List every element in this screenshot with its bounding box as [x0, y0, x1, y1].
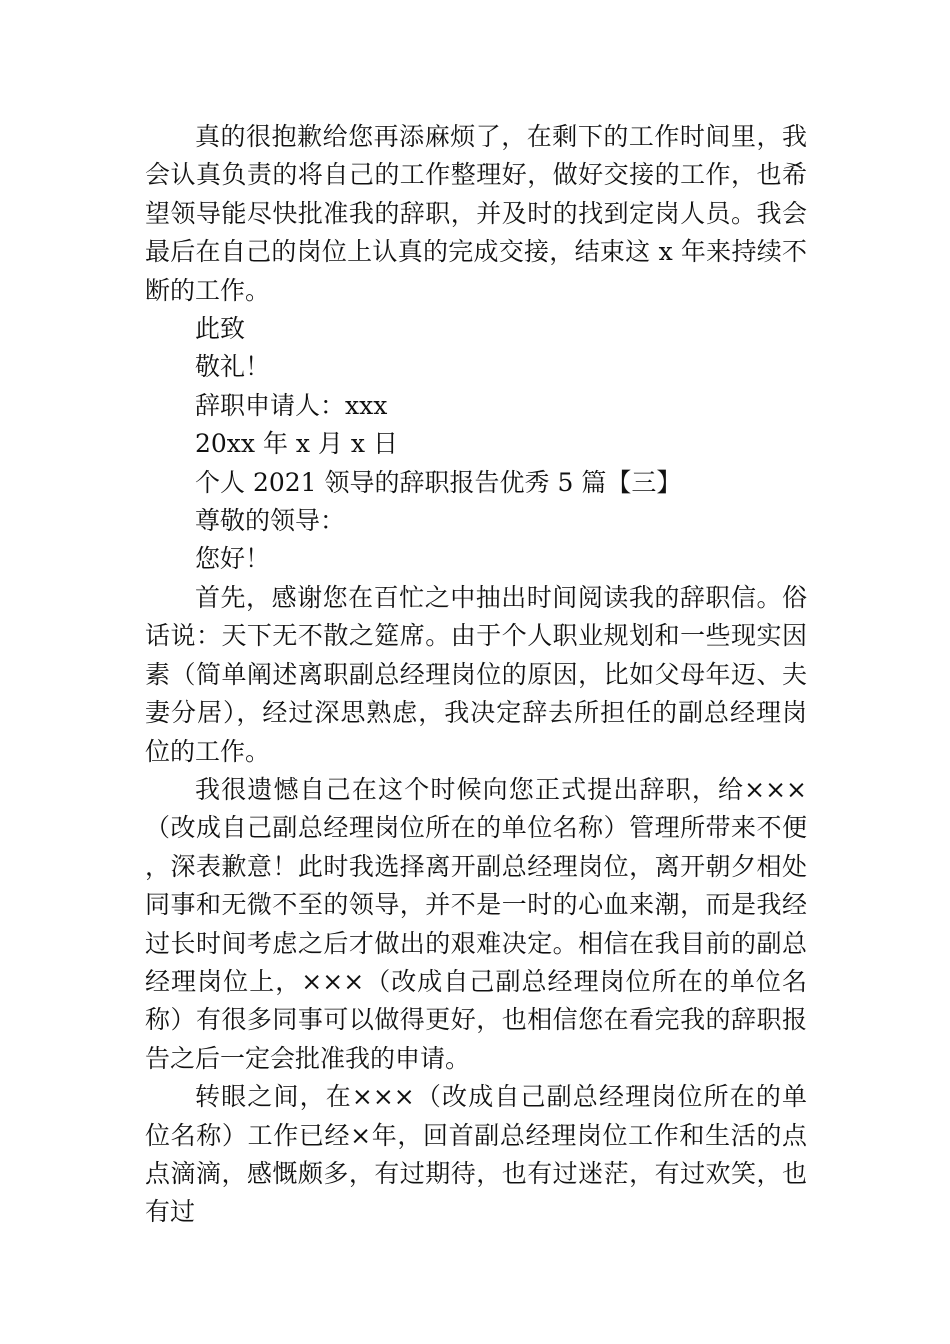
closing-line-2: 敬礼！	[195, 352, 271, 382]
applicant-line: 辞职申请人：xxx	[195, 390, 388, 420]
date-line: 20xx 年 x 月 x 日	[195, 429, 398, 459]
paragraph-apology: 真的很抱歉给您再添麻烦了，在剩下的工作时间里，我会认真负责的将自己的工作整理好，做好交接的工作，也希望领导能尽快批准我的辞职，并及时的找到定岗人员。我会最后在自己的岗位上认真的完成交接，结束这 x 年来持续不断的工作。	[145, 122, 807, 305]
salutation: 尊敬的领导：	[195, 506, 346, 536]
paragraph-body-1: 首先，感谢您在百忙之中抽出时间阅读我的辞职信。俗话说：天下无不散之筵席。由于个人职业规划和一些现实因素（简单阐述离职副总经理岗位的原因，比如父母年迈、夫妻分居），经过深思熟虑，我决定辞去所担任的副总经理岗位的工作。	[145, 582, 807, 766]
document-body	[145, 118, 807, 1232]
greeting: 您好！	[195, 544, 271, 574]
closing-line-1: 此致	[195, 314, 246, 344]
paragraph-body-3: 转眼之间，在×××（改成自己副总经理岗位所在的单位名称）工作已经×年，回首副总经理岗位工作和生活的点点滴滴，感慨颇多，有过期待，也有过迷茫，有过欢笑，也有过	[145, 1082, 807, 1227]
paragraph-body-2: 我很遗憾自己在这个时候向您正式提出辞职，给×××（改成自己副总经理岗位所在的单位名称）管理所带来不便，深表歉意！此时我选择离开副总经理岗位，离开朝夕相处同事和无微不至的领导，并不是一时的心血来潮，而是我经过长时间考虑之后才做出的艰难决定。相信在我目前的副总经理岗位上，×××（改成自己副总经理岗位所在的单位名称）有很多同事可以做得更好，也相信您在看完我的辞职报告之后一定会批准我的申请。	[145, 774, 807, 1073]
section-heading: 个人 2021 领导的辞职报告优秀 5 篇【三】	[195, 467, 682, 497]
